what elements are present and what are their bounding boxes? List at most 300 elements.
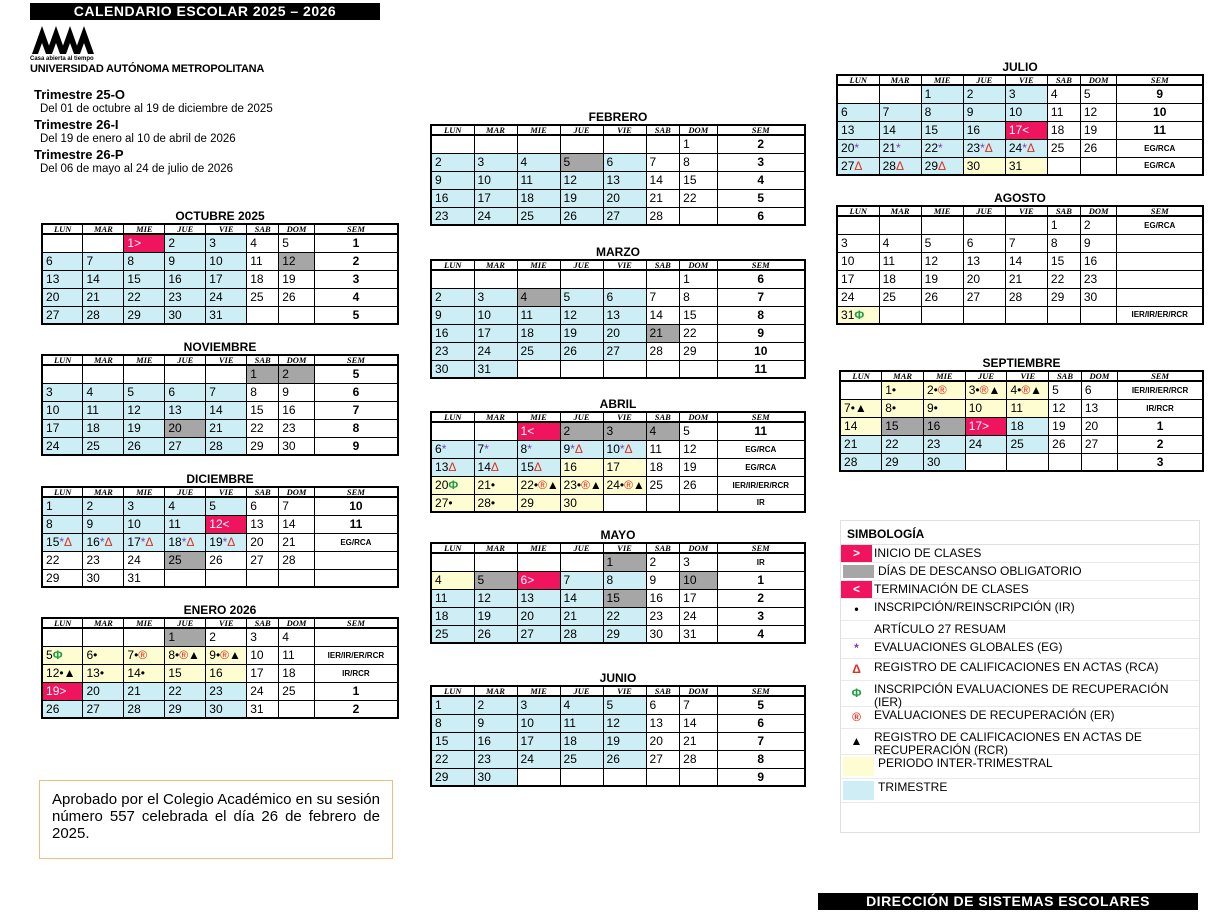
day-cell: 28: [206, 437, 247, 455]
day-cell: 16: [431, 324, 474, 342]
day-cell: 10: [474, 171, 517, 189]
day-cell: 22: [247, 419, 279, 437]
day-cell: 8: [431, 714, 474, 732]
day-cell: 26: [124, 437, 165, 455]
day-cell: 27: [83, 700, 124, 718]
day-cell: 1: [680, 135, 717, 153]
day-cell: 17: [837, 270, 879, 288]
calendar-junio: [430, 672, 806, 787]
weekday-header: SEM: [1118, 371, 1203, 381]
day-cell: 30: [923, 453, 965, 471]
week-number: IER/IR/ER/RCR: [717, 476, 805, 494]
legend-text: TRIMESTRE: [878, 780, 948, 794]
day-cell: 4: [646, 422, 680, 440]
day-cell: [431, 553, 474, 571]
day-cell: 5: [680, 422, 717, 440]
day-cell: 21: [646, 189, 680, 207]
day-cell: 1: [1047, 216, 1080, 234]
day-cell: 22: [124, 288, 165, 306]
legend-text: DÍAS DE DESCANSO OBLIGATORIO: [878, 564, 1082, 578]
day-cell: 19: [560, 324, 603, 342]
week-row: [837, 139, 1203, 157]
day-cell: 26: [1080, 139, 1117, 157]
day-cell: 9: [1080, 234, 1117, 252]
day-cell: 4: [517, 153, 560, 171]
day-cell: 12: [279, 252, 315, 270]
week-row: [431, 625, 805, 643]
weekday-header: LUN: [837, 75, 879, 85]
day-cell: 5: [1049, 381, 1082, 399]
legend-symbol: <: [841, 581, 872, 598]
day-cell: [879, 216, 921, 234]
day-cell: 5: [206, 497, 247, 515]
day-cell: 17: [42, 419, 83, 437]
week-number: 8: [314, 419, 398, 437]
day-cell: [837, 85, 879, 103]
day-cell: 28: [279, 551, 315, 569]
day-cell: 3: [206, 234, 247, 252]
day-cell: 9: [646, 571, 680, 589]
day-cell: 21: [279, 533, 315, 551]
weekday-header: DOM: [680, 686, 717, 696]
page-title: CALENDARIO ESCOLAR 2025 – 2026: [30, 3, 380, 20]
week-number: 2: [314, 252, 398, 270]
week-row: [840, 417, 1203, 435]
week-number: 6: [314, 383, 398, 401]
day-cell: 6: [603, 153, 646, 171]
week-row: [42, 497, 398, 515]
day-cell: [431, 422, 474, 440]
day-cell: 20: [247, 533, 279, 551]
day-cell: 15: [603, 589, 646, 607]
day-cell: 9•®▲: [206, 646, 247, 664]
weekday-header: VIE: [603, 543, 646, 553]
day-cell: 18: [247, 270, 279, 288]
day-cell: 25: [517, 342, 560, 360]
week-row: [42, 419, 398, 437]
week-row: [837, 288, 1203, 306]
day-cell: 11: [165, 515, 206, 533]
day-cell: 27: [1081, 435, 1117, 453]
week-row: [42, 234, 398, 252]
day-cell: 2: [646, 553, 680, 571]
week-row: [837, 157, 1203, 175]
day-cell: [837, 216, 879, 234]
day-cell: [560, 768, 603, 786]
day-cell: 8•: [882, 399, 924, 417]
day-cell: 7•®: [124, 646, 165, 664]
calendar-septiembre: [839, 357, 1204, 472]
day-cell: 4: [431, 571, 474, 589]
week-number: 5: [717, 696, 805, 714]
day-cell: [1080, 306, 1117, 324]
day-cell: 29: [1047, 288, 1080, 306]
week-row: [431, 476, 805, 494]
legend-text: INSCRIPCIÓN/REINSCRIPCIÓN (IR): [874, 600, 1075, 614]
week-number: EG/RCA: [717, 440, 805, 458]
week-row: [431, 714, 805, 732]
day-cell: 20: [603, 324, 646, 342]
week-row: [837, 85, 1203, 103]
day-cell: 11: [1007, 399, 1049, 417]
day-cell: [431, 270, 474, 288]
day-cell: 8*: [517, 440, 560, 458]
day-cell: 21: [206, 419, 247, 437]
weekday-header: VIE: [1005, 75, 1047, 85]
day-cell: 19: [921, 270, 963, 288]
term-dates: Del 19 de enero al 10 de abril de 2026: [40, 133, 236, 145]
weekday-header: MAR: [83, 224, 124, 234]
day-cell: [1005, 306, 1047, 324]
weekday-header: MIE: [517, 686, 560, 696]
terms-list: [34, 87, 374, 177]
legend-symbol: [843, 757, 874, 776]
day-cell: 21: [83, 288, 124, 306]
day-cell: 28: [646, 207, 680, 225]
day-cell: [965, 453, 1007, 471]
legend-text: EVALUACIONES DE RECUPERACIÓN (ER): [874, 708, 1115, 722]
day-cell: 22: [165, 682, 206, 700]
day-cell: 23: [431, 342, 474, 360]
day-cell: 28: [124, 700, 165, 718]
day-cell: 1: [165, 628, 206, 646]
week-row: [431, 607, 805, 625]
day-cell: 6: [837, 103, 879, 121]
weekday-header: LUN: [42, 618, 83, 628]
day-cell: 24*Δ: [1005, 139, 1047, 157]
weekday-header: MAR: [474, 686, 517, 696]
legend-item: [841, 755, 1199, 779]
day-cell: 3: [247, 628, 279, 646]
week-number: 11: [717, 360, 805, 378]
day-cell: [83, 628, 124, 646]
week-row: [837, 216, 1203, 234]
day-cell: 1•: [882, 381, 924, 399]
day-cell: [517, 768, 560, 786]
logo-tagline: Casa abierta al tiempo: [30, 56, 94, 62]
day-cell: 8•®▲: [165, 646, 206, 664]
day-cell: 25: [83, 437, 124, 455]
day-cell: [431, 135, 474, 153]
day-cell: 25: [1007, 435, 1049, 453]
day-cell: 22: [42, 551, 83, 569]
day-cell: 9: [431, 306, 474, 324]
day-cell: 27: [646, 750, 680, 768]
weekday-header: SEM: [314, 355, 398, 365]
day-cell: 6: [1081, 381, 1117, 399]
week-row: [42, 533, 398, 551]
month-grid: [836, 74, 1204, 176]
day-cell: 23: [431, 207, 474, 225]
day-cell: 19: [560, 189, 603, 207]
day-cell: 15: [165, 664, 206, 682]
day-cell: 12: [1080, 103, 1117, 121]
day-cell: 15Δ: [517, 458, 560, 476]
day-cell: 25: [560, 750, 603, 768]
day-cell: 14: [879, 121, 921, 139]
day-cell: [517, 360, 560, 378]
week-row: [42, 437, 398, 455]
day-cell: 13Δ: [431, 458, 474, 476]
week-row: [42, 383, 398, 401]
day-cell: [279, 306, 315, 324]
day-cell: 1<: [517, 422, 560, 440]
day-cell: [124, 365, 165, 383]
day-cell: [879, 85, 921, 103]
day-cell: 18: [431, 607, 474, 625]
weekday-header: JUE: [165, 355, 206, 365]
day-cell: 25: [165, 551, 206, 569]
weekday-header: LUN: [840, 371, 882, 381]
calendar-agosto: [836, 192, 1204, 325]
day-cell: 29: [165, 700, 206, 718]
day-cell: 22: [882, 435, 924, 453]
day-cell: [83, 365, 124, 383]
day-cell: [603, 494, 646, 512]
day-cell: 14Δ: [474, 458, 517, 476]
weekday-header: DOM: [279, 224, 315, 234]
weekday-header: MAR: [83, 618, 124, 628]
weekday-header: MIE: [517, 125, 560, 135]
legend-text: INICIO DE CLASES: [874, 546, 982, 560]
legend-item: [841, 639, 1199, 659]
day-cell: 9: [963, 103, 1005, 121]
week-row: [431, 589, 805, 607]
week-row: [431, 135, 805, 153]
day-cell: 3: [124, 497, 165, 515]
day-cell: [206, 569, 247, 587]
day-cell: 5: [1080, 85, 1117, 103]
day-cell: 25: [247, 288, 279, 306]
day-cell: 12: [921, 252, 963, 270]
day-cell: 24: [837, 288, 879, 306]
week-number: 10: [314, 497, 398, 515]
day-cell: 18: [646, 458, 680, 476]
day-cell: 26: [42, 700, 83, 718]
weekday-header: SAB: [247, 224, 279, 234]
month-grid: [41, 223, 399, 325]
day-cell: 7: [83, 252, 124, 270]
day-cell: 27: [42, 306, 83, 324]
week-row: [840, 435, 1203, 453]
day-cell: 14: [560, 589, 603, 607]
day-cell: 3: [42, 383, 83, 401]
weekday-header: LUN: [837, 206, 879, 216]
day-cell: 29: [124, 306, 165, 324]
legend-item: [841, 659, 1199, 681]
week-number: 1: [717, 571, 805, 589]
day-cell: [165, 569, 206, 587]
day-cell: 10: [965, 399, 1007, 417]
weekday-header: MIE: [517, 412, 560, 422]
day-cell: 12<: [206, 515, 247, 533]
day-cell: 13: [603, 306, 646, 324]
week-number: 5: [717, 189, 805, 207]
week-row: [431, 189, 805, 207]
day-cell: 23: [1080, 270, 1117, 288]
day-cell: 18: [879, 270, 921, 288]
day-cell: 9*Δ: [560, 440, 603, 458]
week-number: EG/RCA: [1117, 139, 1203, 157]
week-row: [431, 553, 805, 571]
approval-note: Aprobado por el Colegio Académico en su sesión número 557 celebrada el día 26 de febrero de 2025.: [39, 780, 393, 859]
week-number: 11: [314, 515, 398, 533]
weekday-header: MAR: [474, 260, 517, 270]
month-title: MARZO: [596, 245, 640, 259]
weekday-header: VIE: [1007, 371, 1049, 381]
day-cell: 20: [1081, 417, 1117, 435]
week-number: IR/RCR: [1118, 399, 1203, 417]
day-cell: [963, 216, 1005, 234]
week-number: 8: [717, 306, 805, 324]
legend-symbol: ▲: [850, 734, 863, 748]
weekday-header: DOM: [680, 412, 717, 422]
calendar-enero: [41, 604, 399, 719]
calendar-febrero: [430, 111, 806, 226]
day-cell: [603, 360, 646, 378]
week-row: [431, 171, 805, 189]
day-cell: 25: [879, 288, 921, 306]
legend-symbol: Φ: [851, 686, 862, 700]
legend-text: TERMINACIÓN DE CLASES: [874, 582, 1029, 596]
day-cell: [680, 494, 717, 512]
weekday-header: DOM: [279, 618, 315, 628]
day-cell: 8: [247, 383, 279, 401]
week-number: 11: [1117, 121, 1203, 139]
day-cell: 24: [206, 288, 247, 306]
week-row: [42, 646, 398, 664]
weekday-header: MAR: [474, 412, 517, 422]
day-cell: 23: [474, 750, 517, 768]
day-cell: 19: [1049, 417, 1082, 435]
day-cell: 16: [165, 270, 206, 288]
day-cell: 7: [646, 153, 680, 171]
day-cell: 20: [603, 189, 646, 207]
term-dates: Del 01 de octubre al 19 de diciembre de 2025: [40, 103, 273, 115]
calendar-abril: [430, 398, 806, 513]
week-row: [431, 360, 805, 378]
day-cell: 16: [923, 417, 965, 435]
day-cell: 29: [431, 768, 474, 786]
weekday-header: MAR: [879, 206, 921, 216]
calendar-mayo: [430, 529, 806, 644]
day-cell: 31: [474, 360, 517, 378]
day-cell: [279, 569, 315, 587]
week-row: [431, 458, 805, 476]
week-number: 10: [1117, 103, 1203, 121]
term-name: Trimestre 26-I: [34, 117, 119, 132]
day-cell: 6•: [83, 646, 124, 664]
day-cell: 2: [279, 365, 315, 383]
day-cell: [83, 234, 124, 252]
weekday-header: MIE: [124, 487, 165, 497]
weekday-header: MIE: [923, 371, 965, 381]
week-row: [431, 768, 805, 786]
day-cell: 10: [517, 714, 560, 732]
day-cell: 30: [279, 437, 315, 455]
day-cell: 3: [837, 234, 879, 252]
day-cell: 23: [923, 435, 965, 453]
week-number: 5: [314, 365, 398, 383]
day-cell: 19: [680, 458, 717, 476]
day-cell: 18*Δ: [165, 533, 206, 551]
week-row: [431, 153, 805, 171]
day-cell: 9: [279, 383, 315, 401]
week-row: [431, 270, 805, 288]
weekday-header: SAB: [247, 618, 279, 628]
day-cell: 17>: [965, 417, 1007, 435]
month-title: MAYO: [600, 528, 636, 542]
weekday-header: SAB: [247, 355, 279, 365]
legend-item: [841, 681, 1199, 707]
month-title: JUNIO: [599, 671, 637, 685]
week-number: 4: [717, 625, 805, 643]
day-cell: 6: [603, 288, 646, 306]
legend-text: PERIODO INTER-TRIMESTRAL: [878, 756, 1053, 770]
weekday-header: LUN: [431, 543, 474, 553]
day-cell: 18: [279, 664, 315, 682]
weekday-header: SEM: [314, 618, 398, 628]
legend-symbol: [843, 781, 874, 800]
day-cell: 29: [42, 569, 83, 587]
weekday-header: DOM: [279, 487, 315, 497]
day-cell: 18: [560, 732, 603, 750]
day-cell: 16: [206, 664, 247, 682]
weekday-header: MAR: [83, 487, 124, 497]
day-cell: 13: [42, 270, 83, 288]
weekday-header: DOM: [279, 355, 315, 365]
week-number: 7: [717, 288, 805, 306]
week-number: 9: [1117, 85, 1203, 103]
week-row: [837, 121, 1203, 139]
day-cell: 22: [680, 324, 717, 342]
legend-item: [841, 599, 1199, 621]
day-cell: 14: [646, 171, 680, 189]
day-cell: [879, 306, 921, 324]
day-cell: 14: [1005, 252, 1047, 270]
day-cell: 2: [560, 422, 603, 440]
day-cell: 6: [42, 252, 83, 270]
day-cell: 28: [560, 625, 603, 643]
day-cell: [474, 422, 517, 440]
month-grid: [839, 370, 1204, 472]
day-cell: 14•: [124, 664, 165, 682]
week-row: [431, 324, 805, 342]
day-cell: 6: [165, 383, 206, 401]
day-cell: 1: [603, 553, 646, 571]
day-cell: 23*Δ: [963, 139, 1005, 157]
day-cell: 21: [560, 607, 603, 625]
day-cell: 28: [83, 306, 124, 324]
day-cell: 31: [247, 700, 279, 718]
weekday-header: JUE: [165, 487, 206, 497]
day-cell: 13: [517, 589, 560, 607]
day-cell: 15: [680, 171, 717, 189]
term-name: Trimestre 25-O: [34, 87, 126, 102]
legend-text: REGISTRO DE CALIFICACIONES EN ACTAS DE RECUPERACIÓN (RCR): [874, 730, 1142, 757]
day-cell: 23: [83, 551, 124, 569]
day-cell: [560, 270, 603, 288]
day-cell: 10: [42, 401, 83, 419]
term-name: Trimestre 26-P: [34, 147, 124, 162]
weekday-header: MAR: [879, 75, 921, 85]
day-cell: 26: [560, 207, 603, 225]
day-cell: 2: [165, 234, 206, 252]
day-cell: 27Δ: [837, 157, 879, 175]
day-cell: 7: [646, 288, 680, 306]
day-cell: 24: [247, 682, 279, 700]
day-cell: [517, 553, 560, 571]
